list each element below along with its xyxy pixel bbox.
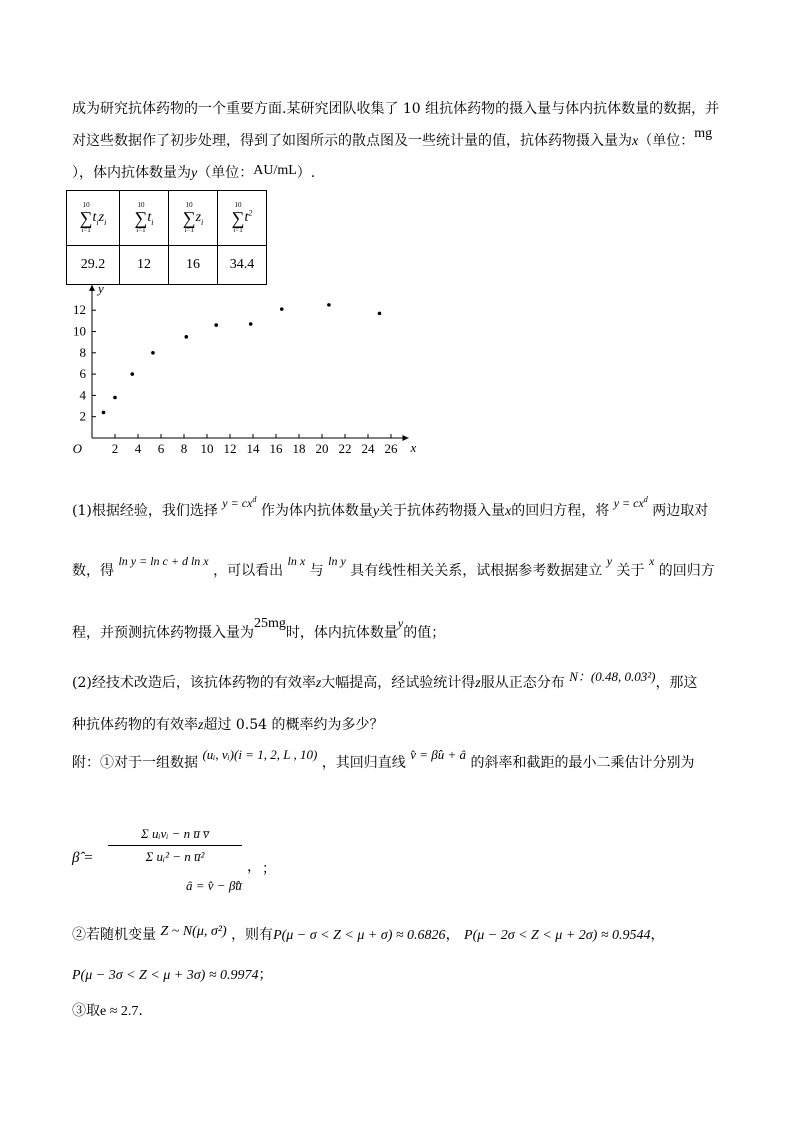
part1-text: 的回归方程，将 [511, 503, 610, 519]
part1-text: 程，并预测抗体药物摄入量为 [72, 625, 254, 641]
var-x: x [505, 504, 512, 519]
part1-line-2 [72, 554, 715, 580]
x-tick-label: 14 [246, 441, 260, 456]
normal-z: Z ~ N(μ, σ²) [160, 924, 227, 939]
part2-text: 服从正态分布 [480, 675, 565, 691]
log-formula: ln y = ln c + d ln x [118, 554, 209, 568]
x-tick-label: 22 [338, 441, 352, 456]
var-z: z [475, 676, 481, 691]
value-sum-tz: 29.2 [67, 246, 120, 285]
part1-text: 关于抗体药物摄入量 [379, 503, 506, 519]
y-tick-label: 8 [79, 344, 86, 360]
x-tick-label: 12 [223, 441, 237, 456]
data-point [214, 323, 218, 327]
stats-table [66, 190, 267, 285]
part1-line-3 [72, 616, 446, 642]
appendix-text: ②若随机变量 [72, 927, 156, 943]
x-axis-label: x [410, 440, 417, 455]
var-z: z [198, 718, 204, 733]
y-axis-label: y [98, 280, 104, 296]
prob-2sigma: P(μ − 2σ < Z < μ + 2σ) ≈ 0.9544 [464, 928, 651, 943]
regression-line: v̂ = β̂u + â [410, 747, 466, 762]
data-point [249, 322, 253, 326]
x-axis-arrow [403, 435, 409, 441]
part2-line-2 [72, 714, 384, 734]
intro-line-2 [72, 126, 713, 150]
appendix-text: 的斜率和截距的最小二乘估计分别为 [470, 755, 695, 771]
data-point [378, 312, 382, 316]
part1-text: ，可以看出 [213, 563, 284, 579]
y-axis-arrow [89, 285, 95, 291]
value-sum-z: 16 [169, 246, 218, 285]
scatter-chart [60, 278, 417, 458]
part2-line-1 [72, 669, 698, 692]
x-tick-label: 10 [200, 441, 214, 456]
intro-text: （单位： [638, 133, 695, 149]
power-formula: $y = cx^d$ [222, 495, 257, 510]
part1-text: 作为体内抗体数量 [260, 503, 373, 519]
part1-line-1 [72, 495, 709, 520]
x-tick-label: 6 [157, 441, 165, 456]
x-tick-label: 8 [180, 441, 188, 456]
y-tick-label: 10 [73, 323, 86, 339]
x-tick-label: 24 [361, 441, 375, 456]
appendix-text: ，则有 [231, 927, 274, 943]
x-tick-label: 4 [134, 441, 142, 456]
intro-text: ）. [296, 165, 316, 181]
appendix-line-4: ③取e ≈ 2.7. [72, 1003, 143, 1019]
appendix-line-1 [72, 747, 695, 772]
x-tick-label: 18 [292, 441, 306, 456]
value-sum-t2: 34.4 [218, 246, 267, 285]
data-point [102, 411, 106, 415]
normal-distribution: N：(0.48, 0.03²) [569, 669, 656, 684]
data-point [327, 303, 331, 307]
data-point [151, 351, 155, 355]
x-tick-label: 2 [111, 441, 119, 456]
var-x: x [648, 554, 655, 568]
data-point [130, 372, 134, 376]
data-point [113, 396, 117, 400]
part1-text: 两边取对 [652, 503, 709, 519]
part1-text: 的回归方 [658, 563, 715, 579]
part1-text: 的值； [403, 625, 446, 641]
ln-y: ln y [328, 554, 346, 568]
var-y: y [191, 166, 198, 181]
appendix-line-2: ②若随机变量 Z ~ N(μ, σ²) ，则有P(μ − σ < Z < μ + σ) ≈ 0.6826， P(μ − 2σ < Z < μ + 2σ) ≈ 0.9544， [72, 924, 665, 943]
data-point [185, 335, 189, 339]
y-tick-label: 12 [73, 302, 86, 318]
dose-value: 25mg [254, 616, 286, 631]
intro-line-3 [72, 162, 315, 182]
x-tick-label: 26 [384, 441, 398, 456]
alpha-formula: â = v̂ − β̂u̅ [186, 878, 242, 893]
data-point [280, 307, 284, 311]
appendix-text: 附：①对于一组数据 [72, 755, 198, 771]
part2-text: ，那这 [655, 675, 698, 691]
power-formula: $y = cx^d$ [613, 495, 648, 510]
intro-line-1: 成为研究抗体药物的一个重要方面.某研究团队收集了 10 组抗体药物的摄入量与体内抗体数量的数据，并 [72, 101, 720, 117]
appendix-text: ③取 [72, 1003, 100, 1019]
x-tick-label: 16 [269, 441, 283, 456]
part1-text: 时，体内抗体数量 [285, 625, 398, 641]
unit-mg: mg [694, 126, 713, 141]
header-sum-tz: 10 ∑ i=1 $t_iz_i$ [67, 191, 120, 246]
var-y: y [372, 504, 380, 519]
var-x: x [632, 134, 639, 149]
appendix-text: ，其回归直线 [321, 755, 406, 771]
part2-text: (2)经技术改造后，该抗体药物的有效率 [72, 675, 316, 691]
part1-text: 数，得 [72, 563, 114, 579]
intro-text: ），体内抗体数量为 [72, 165, 191, 181]
part1-text: 关于 [616, 563, 645, 579]
header-sum-t: 10 ∑ i=1 $t_i$ [120, 191, 169, 246]
ln-x: ln x [287, 554, 306, 568]
y-tick-label: 4 [79, 387, 86, 403]
intro-text: （单位： [197, 165, 254, 181]
origin-label: O [72, 441, 82, 456]
beta-formula: β̂ = Σ uᵢvᵢ − n u̅ v̅ Σ uᵢ² − n u̅² ， [72, 826, 261, 875]
unit-aumL: AU/mL [253, 163, 297, 178]
header-sum-z: 10 ∑ i=1 $z_i$ [169, 191, 218, 246]
part2-text: 种抗体药物的有效率 [72, 717, 198, 733]
part1-text: 与 [309, 563, 324, 579]
y-tick-label: 6 [79, 366, 86, 382]
part2-text: 超过 0.54 的概率约为多少？ [203, 717, 384, 733]
alpha-end: ； [262, 861, 276, 877]
beta-denominator: Σ uᵢ² − n u̅² [145, 849, 205, 864]
y-tick-label: 2 [79, 408, 86, 424]
value-sum-t: 12 [120, 246, 169, 285]
var-y: y [397, 616, 404, 630]
x-tick-label: 20 [315, 441, 329, 456]
intro-text: 对这些数据作了初步处理，得到了如图所示的散点图及一些统计量的值，抗体药物摄入量为 [72, 133, 632, 149]
beta-numerator: Σ uᵢvᵢ − n u̅ v̅ [141, 826, 209, 841]
var-z: z [315, 676, 322, 691]
part2-text: 大幅提高，经试验统计得 [321, 675, 476, 691]
part1-text: (1)根据经验，我们选择 [72, 503, 218, 519]
appendix-line-3: P(μ − 3σ < Z < μ + 3σ) ≈ 0.9974； [72, 967, 273, 983]
e-approx: e ≈ 2.7 [100, 1004, 139, 1019]
var-y: y [606, 554, 613, 568]
part1-text: 具有线性相关关系，试根据参考数据建立 [350, 563, 603, 579]
prob-3sigma: P(μ − 3σ < Z < μ + 3σ) ≈ 0.9974 [72, 968, 259, 983]
prob-1sigma: P(μ − σ < Z < μ + σ) ≈ 0.6826 [273, 928, 446, 943]
header-sum-t2: 10 ∑ i=1 $t^2$ [218, 191, 267, 246]
data-pairs: (uᵢ, vᵢ)(i = 1, 2, L , 10) [202, 747, 318, 762]
